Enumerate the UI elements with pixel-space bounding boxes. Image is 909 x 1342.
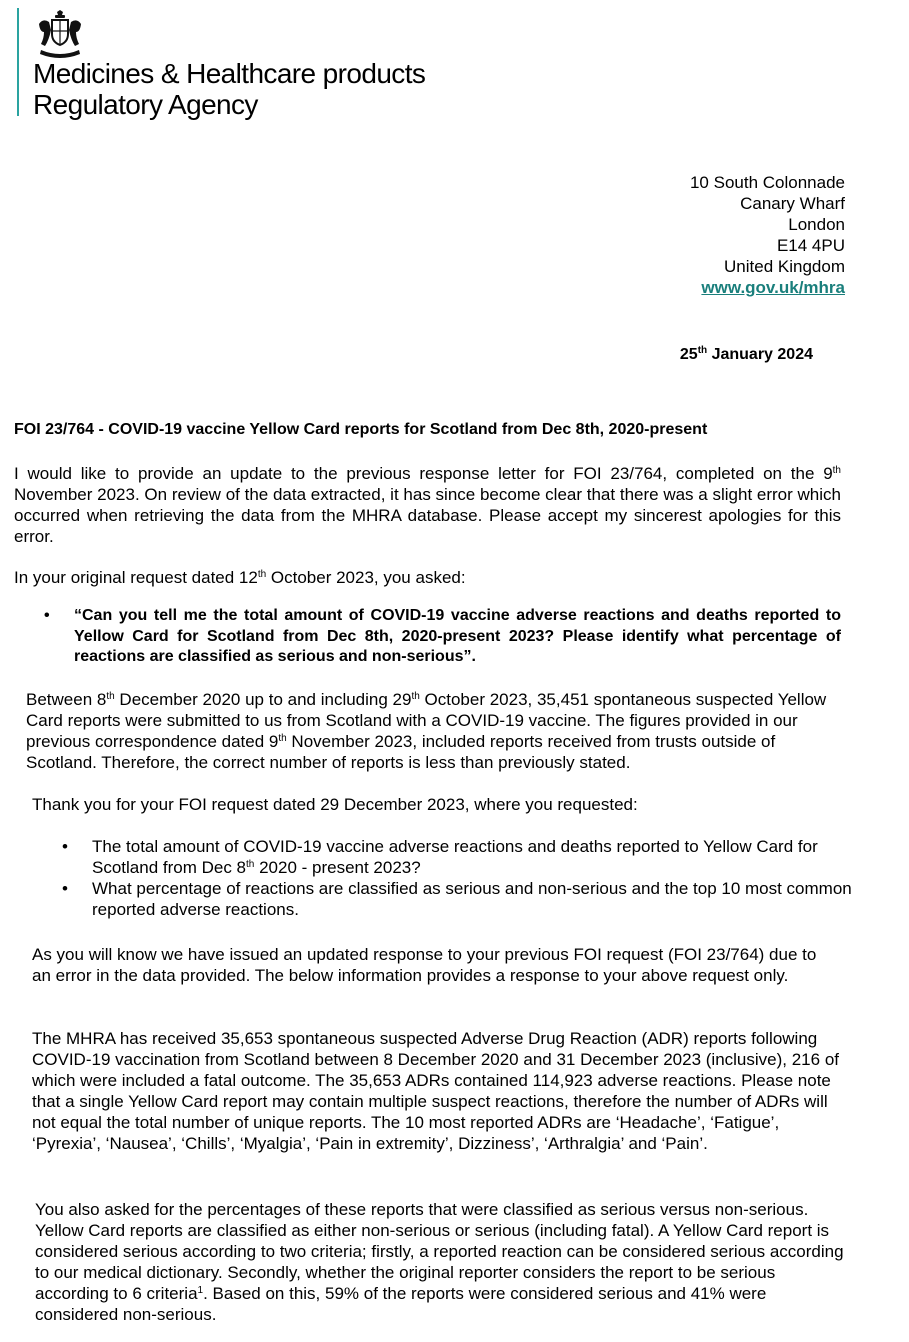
request-list [62,836,852,920]
agency-name [33,58,425,120]
list-item: • What percentage of reactions are classified as serious and non-serious and the top 10 most common reported adverse reactions. [62,879,852,919]
bullet-icon: • [62,879,68,898]
bullet-icon: • [62,837,68,856]
agency-name-line1: Medicines & Healthcare products [33,58,426,89]
address-line: 10 South Colonnade [689,173,845,192]
quoted-request-text: “Can you tell me the total amount of COVID-19 vaccine adverse reactions and deaths reported to Yellow Card for Scotland from Dec 8th, 2020-present 2023? Please identify what percentage of reactions are classified as serious and non-serious”. [74,607,841,665]
letter-date: 25th January 2024 [679,345,813,363]
list-item: • The total amount of COVID-19 vaccine adverse reactions and deaths reported to Yellow Card for Scotland from Dec 8th 2020 - present 2023? [62,837,818,877]
adr-data-paragraph: The MHRA has received 35,653 spontaneous suspected Adverse Drug Reaction (ADR) reports following COVID-19 vaccination from Scotland between 8 December 2020 and 31 December 2023 (inclusive), 216 of which were included a fatal outcome. The 35,653 ADRs contained 114,923 adverse reactions. Please note that a single Yellow Card report may contain multiple suspect reactions, therefore the number of ADRs will not equal the total number of unique reports. The 10 most reported ADRs are ‘Headache’, ‘Fatigue’, ‘Pyrexia’, ‘Nausea’, ‘Chills’, ‘Myalgia’, ‘Pain in extremity’, Dizziness’, ‘Arthralgia’ and ‘Pain’. [32,1029,839,1153]
new-request-paragraph: Thank you for your FOI request dated 29 December 2023, where you requested: [32,795,638,814]
website-link[interactable]: www.gov.uk/mhra [701,278,845,297]
letter-heading: FOI 23/764 - COVID-19 vaccine Yellow Card reports for Scotland from Dec 8th, 2020-present [14,421,708,438]
address-line: E14 4PU [776,236,845,255]
bullet-icon: • [44,607,50,624]
address-block [690,172,845,298]
address-line: United Kingdom [724,257,845,276]
original-request-paragraph: In your original request dated 12th October 2023, you asked: [14,568,466,587]
updated-response-paragraph: As you will know we have issued an updated response to your previous FOI request (FOI 23/764) due to an error in the data provided. The below information provides a response to your above request only. [32,945,817,985]
address-line: Canary Wharf [740,194,845,213]
address-line: London [788,215,845,234]
agency-name-line2: Regulatory Agency [33,89,258,120]
mhra-logo [17,8,426,120]
correction-paragraph: Between 8th December 2020 up to and including 29th October 2023, 35,451 spontaneous suspected Yellow Card reports were submitted to us from Scotland with a COVID-19 vaccine. The figures provided in our previous correspondence dated 9th November 2023, included reports received from trusts outside of Scotland. Therefore, the correct number of reports is less than previously stated. [26,690,827,772]
seriousness-paragraph: You also asked for the percentages of these reports that were classified as serious versus non-serious. Yellow Card reports are classified as either non-serious or serious (including fatal). A Yellow Card report is considered serious according to two criteria; firstly, a reported reaction can be considered serious according to our medical dictionary. Secondly, whether the original reporter considers the report to be serious according to 6 criteria$^1$. Based on this, 59% of the reports were considered serious and 41% were considered non-serious. [35,1200,844,1324]
quoted-request [44,606,841,668]
royal-coat-of-arms-icon [35,10,85,58]
intro-paragraph: I would like to provide an update to the previous response letter for FOI 23/764, completed on the 9th November 2023. On review of the data extracted, it has since become clear that there was a slight error which occurred when retrieving the data from the MHRA database. Please accept my sincerest apologies for this error. [14,464,841,546]
